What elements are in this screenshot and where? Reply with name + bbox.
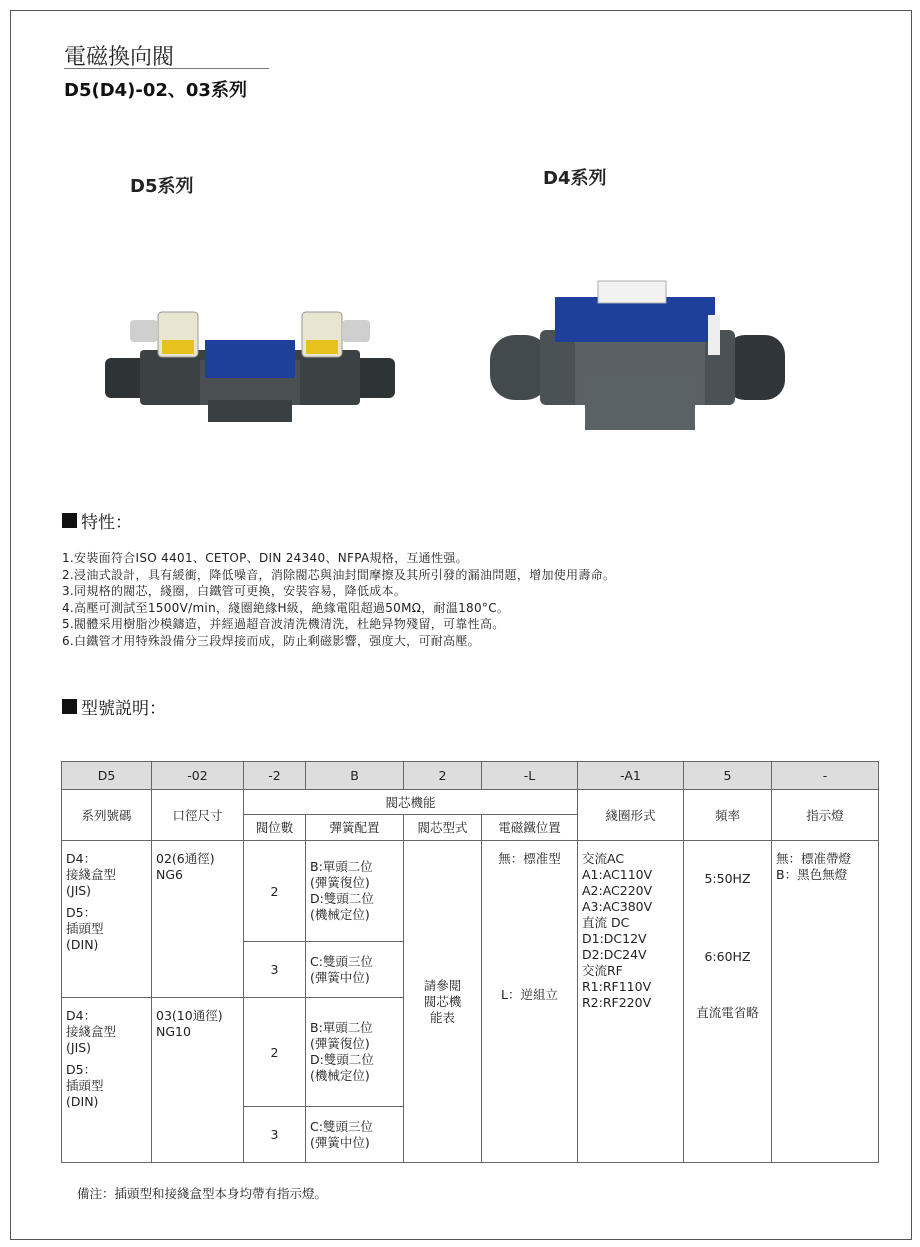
series-text: (JIS) [66,883,92,899]
product-label-d4: D4系列 [543,168,607,189]
spool-type-text: 閥芯機 [423,993,462,1009]
header-spring: 彈簧配置 [306,814,404,841]
spool-type-text: 能表 [429,1009,455,1025]
series-text: 接綫盒型 [66,867,117,883]
feature-item: 4.高壓可測試至1500V/min，綫圈絶緣H級，絶緣電阻超過50MΩ，耐溫180°C。 [62,600,510,615]
header-spool-type: 閥芯型式 [404,814,482,841]
frequency-cell [684,841,772,1163]
header-coil: 綫圈形式 [578,789,684,841]
spring-text: C:雙頭三位 [310,953,373,969]
series-text: D5： [66,1062,97,1078]
indicator-text: B：黑色無燈 [776,867,848,883]
series-text: (DIN) [66,937,99,953]
series-text: D5： [66,905,97,921]
spool-type-cell [404,841,482,1163]
frequency-text: 直流電省略 [696,1005,759,1021]
indicator-cell [772,841,879,1163]
product-label-d5: D5系列 [130,176,194,197]
features-heading-text: 特性： [81,513,132,533]
series-cell [62,998,152,1163]
positions-cell: 2 [244,841,306,942]
series-text: 插頭型 [66,1078,104,1094]
spring-text: (彈簧復位) [310,875,370,891]
coil-text: D1:DC12V [582,931,647,947]
coil-text: R1:RF110V [582,979,652,995]
feature-item: 6.白鐵管才用特殊設備分三段焊接而成，防止剩磁影響，强度大，可耐高壓。 [62,633,480,648]
size-text: NG10 [156,1024,191,1040]
page-subtitle: D5(D4)-02、03系列 [64,80,247,101]
features-heading [62,508,132,533]
solenoid-text: L：逆組立 [501,987,558,1003]
code-cell: -02 [152,762,244,790]
model-code-table [61,761,879,1163]
header-spool-function: 閥芯機能 [244,789,578,814]
feature-item: 3.同規格的閥芯，綫圈，白鐵管可更換，安裝容易，降低成本。 [62,584,407,598]
spring-text: (機械定位) [310,907,370,923]
code-row [62,762,879,790]
spring-text: (彈簧復位) [310,1036,370,1052]
code-cell: D5 [62,762,152,790]
d4-valve-image [480,275,790,435]
spring-cell [306,1107,404,1163]
code-cell: B [306,762,404,790]
code-cell: -L [482,762,578,790]
series-text: (DIN) [66,1094,99,1110]
code-cell: 2 [404,762,482,790]
size-text: 02(6通徑) [156,851,215,867]
coil-text: A1:AC110V [582,867,653,883]
features-list [62,550,615,649]
spring-cell [306,841,404,942]
spring-cell [306,998,404,1107]
coil-text: A2:AC220V [582,883,653,899]
spring-text: C:雙頭三位 [310,1118,373,1134]
header-size: 口徑尺寸 [152,789,244,841]
positions-cell: 3 [244,942,306,998]
solenoid-text: 無：標准型 [498,851,561,867]
model-heading [62,694,166,719]
header-row-1 [62,789,879,814]
series-text: D4： [66,851,97,867]
header-indicator: 指示燈 [772,789,879,841]
feature-item: 1.安裝面符合ISO 4401、CETOP、DIN 24340、NFPA規格，互通性强。 [62,551,468,565]
spring-cell [306,942,404,998]
frequency-text: 6:60HZ [704,949,751,965]
series-text: (JIS) [66,1040,92,1056]
feature-item: 2.浸油式設計，具有緩衝，降低噪音，消除閥芯與油封間摩擦及其所引發的漏油問題，增加使用壽命。 [62,567,616,582]
header-positions: 閥位數 [244,814,306,841]
code-cell: 5 [684,762,772,790]
positions-cell: 3 [244,1107,306,1163]
coil-text: 交流RF [582,963,623,979]
bullet-square-icon [62,513,77,528]
coil-text: 交流AC [582,851,625,867]
code-cell: - [772,762,879,790]
bullet-square-icon [62,699,77,714]
header-solenoid-position: 電磁鐵位置 [482,814,578,841]
series-text: 接綫盒型 [66,1024,117,1040]
series-cell [62,841,152,998]
coil-cell [578,841,684,1163]
spring-text: D:雙頭二位 [310,891,374,907]
size-text: 03(10通徑) [156,1008,223,1024]
spring-text: (彈簧中位) [310,969,370,985]
coil-text: R2:RF220V [582,995,652,1011]
series-text: D4： [66,1008,97,1024]
size-cell [152,841,244,998]
header-series: 系列號碼 [62,789,152,841]
size-text: NG6 [156,867,183,883]
spring-text: B:單頭二位 [310,1020,373,1036]
coil-text: A3:AC380V [582,899,653,915]
model-heading-text: 型號説明： [81,699,166,719]
coil-text: 直流 DC [582,915,630,931]
footnote: 備注：插頭型和接綫盒型本身均帶有指示燈。 [77,1186,328,1201]
positions-cell: 2 [244,998,306,1107]
spring-text: B:單頭二位 [310,859,373,875]
table-row [62,841,879,942]
coil-text: D2:DC24V [582,947,647,963]
solenoid-position-cell [482,841,578,1163]
size-cell [152,998,244,1163]
frequency-text: 5:50HZ [704,871,751,887]
spring-text: (機械定位) [310,1068,370,1084]
feature-item: 5.閥體采用樹脂沙模鑄造，并經過超音波清洗機清洗，杜絶异物殘留，可靠性高。 [62,617,505,631]
page-title: 電磁換向閥 [64,45,175,70]
series-text: 插頭型 [66,921,104,937]
spring-text: D:雙頭二位 [310,1052,374,1068]
header-frequency: 頻率 [684,789,772,841]
spool-type-text: 請參閲 [423,977,462,993]
code-cell: -2 [244,762,306,790]
title-underline [64,68,269,69]
indicator-text: 無：標准帶燈 [776,851,852,867]
spring-text: (彈簧中位) [310,1134,370,1150]
code-cell: -A1 [578,762,684,790]
d5-valve-image [100,300,400,430]
